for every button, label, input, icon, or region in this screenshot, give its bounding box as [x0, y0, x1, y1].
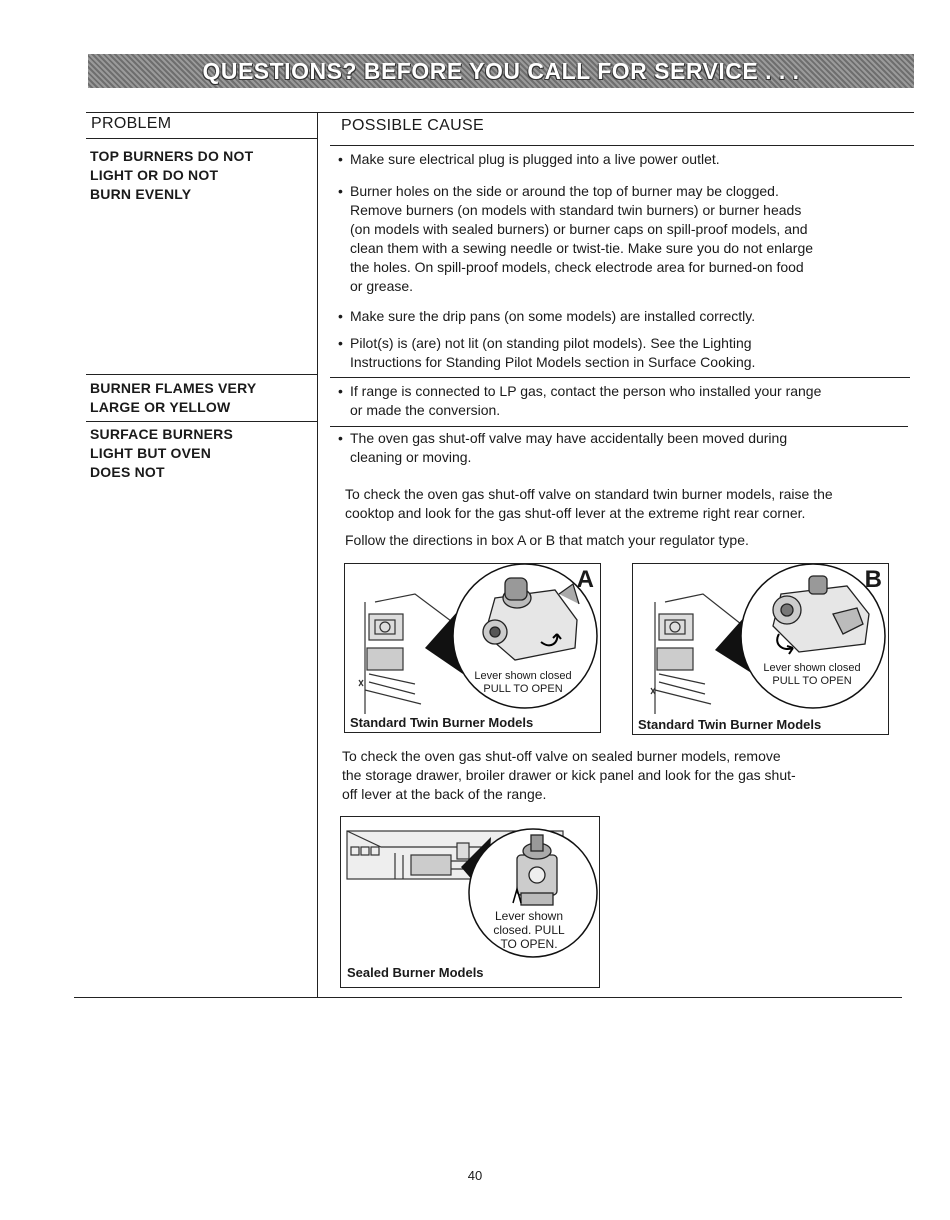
figure-sealed-caption: Sealed Burner Models: [347, 965, 484, 980]
regulator-b-illustration: [633, 564, 888, 734]
cause-item: • Make sure electrical plug is plugged into a live power outlet.: [338, 151, 720, 167]
header-rule-left: [86, 138, 318, 139]
figure-sealed-lever-label: Lever shown closed. PULL TO OPEN.: [493, 909, 565, 951]
row-rule-2-left: [86, 421, 318, 422]
sealed-burner-paragraph: To check the oven gas shut-off valve on sealed burner models, remove the storage drawer, broiler drawer or kick panel and look for the gas shut- off lever at the back of the range.: [342, 748, 796, 802]
row-rule-1-right: [330, 377, 910, 378]
column-divider: [317, 112, 318, 997]
cause-item: • Pilot(s) is (are) not lit (on standing pilot models). See the Lighting Instructions for Standing Pilot Models section in Surface Cooking.: [338, 335, 756, 370]
cause-column-header: POSSIBLE CAUSE: [341, 117, 484, 134]
instruction-paragraph: To check the oven gas shut-off valve on standard twin burner models, raise the cooktop and look for the gas shut-off lever at the extreme right rear corner.: [345, 486, 833, 521]
instruction-paragraph: Follow the directions in box A or B that match your regulator type.: [345, 532, 749, 548]
banner-title: QUESTIONS? BEFORE YOU CALL FOR SERVICE . . .: [202, 57, 800, 84]
cause-item: • The oven gas shut-off valve may have accidentally been moved during cleaning or moving.: [338, 430, 788, 465]
figure-a-box: [344, 563, 601, 733]
problem-oven-not-lighting: SURFACE BURNERS LIGHT BUT OVEN DOES NOT: [90, 426, 234, 480]
problem-burner-flames: BURNER FLAMES VERY LARGE OR YELLOW: [90, 380, 257, 415]
row-rule-2-right: [330, 426, 908, 427]
page-number: 40: [467, 1168, 483, 1183]
figure-a-letter: A: [576, 566, 594, 593]
problem-top-burners: TOP BURNERS DO NOT LIGHT OR DO NOT BURN EVENLY: [90, 148, 254, 202]
problem-column-header: PROBLEM: [91, 115, 172, 132]
cause-item: • If range is connected to LP gas, contact the person who installed your range or made the conversion.: [338, 383, 822, 418]
regulator-sealed-illustration: [341, 817, 599, 987]
row-rule-1-left: [86, 374, 318, 375]
figure-b-letter: B: [864, 566, 882, 593]
figure-a-caption: Standard Twin Burner Models: [350, 715, 534, 730]
figure-b-caption: Standard Twin Burner Models: [638, 717, 822, 732]
cause-item: • Burner holes on the side or around the top of burner may be clogged. Remove burners (on models with standard twin burners) or burner heads (on models with sealed burners) or burner caps on spill-proof models, and clean them with a sewing needle or twist-tie. Make sure you do not enlarge the holes. On spill-proof models, check electrode area for burned-on food or grease.: [338, 183, 814, 294]
header-rule-right: [330, 145, 914, 146]
regulator-a-illustration: [345, 564, 600, 732]
table-top-rule: [86, 112, 914, 113]
figure-b-lever-label: Lever shown closed PULL TO OPEN: [763, 662, 861, 687]
figure-a-lever-label: Lever shown closed PULL TO OPEN: [474, 670, 572, 695]
page-banner: [88, 54, 914, 88]
cause-item: • Make sure the drip pans (on some models) are installed correctly.: [338, 308, 756, 324]
figure-b-box: [632, 563, 889, 735]
figure-sealed-box: [340, 816, 600, 988]
table-bottom-rule: [74, 997, 902, 998]
